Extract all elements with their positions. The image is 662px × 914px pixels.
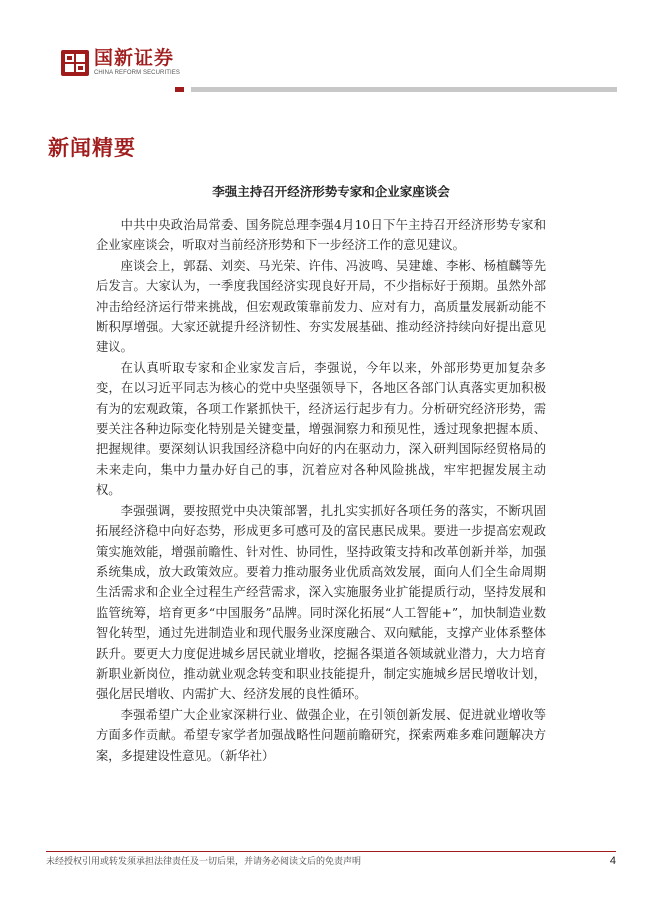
article-title: 李强主持召开经济形势专家和企业家座谈会	[212, 184, 450, 199]
company-logo-subtitle: CHINA REFORM SECURITIES	[94, 70, 180, 76]
section-title: 新闻精要	[48, 135, 136, 160]
article-paragraph: 座谈会上，郭磊、刘奕、马光荣、许伟、冯波鸣、吴建雄、李彬、杨植麟等先后发言。大家认为，一季度我国经济实现良好开局，不少指标好于预期。虽然外部冲击给经济运行带来挑战，但宏观政策靠前发力、应对有力，高质量发展新动能不断积厚增强。大家还就提升经济韧性、夯实发展基础、推动经济持续向好提出意见建议。	[96, 258, 546, 355]
footer-divider	[46, 851, 616, 852]
page-number: 4	[609, 855, 616, 867]
footer-disclaimer: 未经授权引用或转发须承担法律责任及一切后果，并请务必阅读文后的免责声明	[46, 857, 362, 867]
company-logo-name: 国新证券	[94, 47, 175, 69]
company-logo-icon	[61, 50, 89, 76]
header-divider-bar	[191, 87, 617, 92]
article-body	[96, 215, 546, 766]
article-paragraph: 李强希望广大企业家深耕行业、做强企业，在引领创新发展、促进就业增收等方面多作贡献。希望专家学者加强战略性问题前瞻研究，探索两难多难问题解决方案，多提建设性意见。（新华社）	[96, 707, 546, 763]
article-paragraph: 李强强调，要按照党中央决策部署，扎扎实实抓好各项任务的落实，不断巩固拓展经济稳中向好态势，形成更多可感可及的富民惠民成果。要进一步提高宏观政策实施效能，增强前瞻性、针对性、协同性，坚持政策支持和改革创新并举，加强系统集成，放大政策效应。要着力推动服务业优质高效发展，面向人们全生命周期生活需求和企业全过程生产经营需求，深入实施服务业扩能提质行动，坚持发展和监管统筹，培育更多“中国服务”品牌。同时深化拓展“人工智能+”，加快制造业数智化转型，通过先进制造业和现代服务业深度融合、双向赋能，支撑产业体系整体跃升。要更大力度促进城乡居民就业增收，挖掘各渠道各领域就业潜力，大力培育新职业新岗位，推动就业观念转变和职业技能提升，制定实施城乡居民增收计划，强化居民增收、内需扩大、经济发展的良性循环。	[96, 503, 546, 702]
article-paragraph: 中共中央政治局常委、国务院总理李强4月10日下午主持召开经济形势专家和企业家座谈会，听取对当前经济形势和下一步经济工作的意见建议。	[96, 218, 546, 253]
article-paragraph: 在认真听取专家和企业家发言后，李强说，今年以来，外部形势更加复杂多变，在以习近平同志为核心的党中央坚强领导下，各地区各部门认真落实更加积极有为的宏观政策，各项工作紧抓快干，经济运行起步有力。分析研究经济形势，需要关注各种边际变化特别是关键变量，增强洞察力和预见性，透过现象把握本质、把握规律。要深刻认识我国经济稳中向好的内在驱动力，深入研判国际经贸格局的未来走向，集中力量办好自己的事，沉着应对各种风险挑战，牢牢把握发展主动权。	[96, 360, 546, 498]
header-accent-bar	[175, 87, 184, 92]
